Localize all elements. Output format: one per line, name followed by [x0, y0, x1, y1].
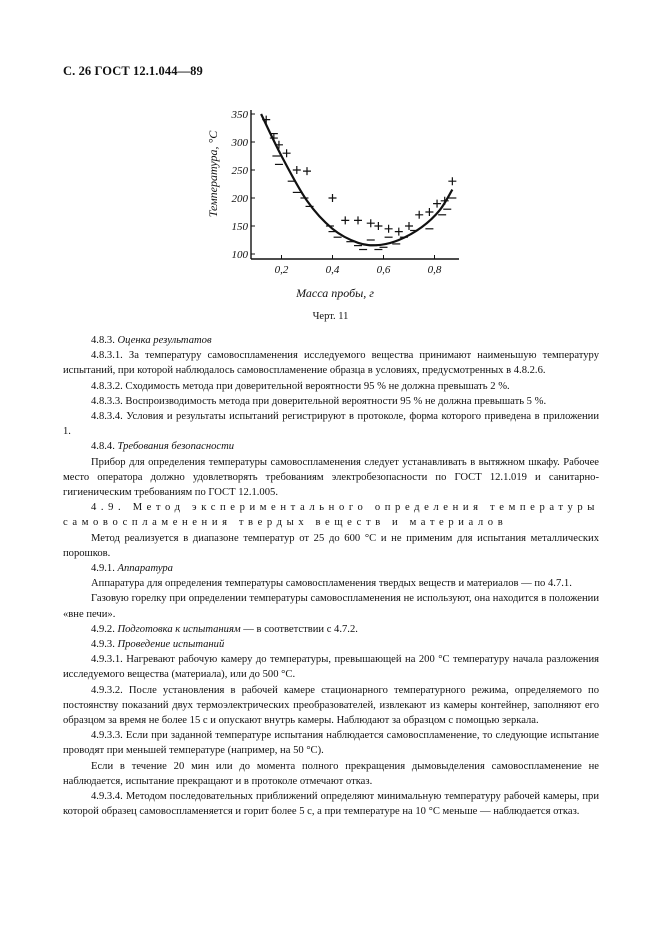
paragraph-text: 4.8.3.4. Условия и результаты испытаний регистрируют в протоколе, форма которого приведена в приложении 1. [63, 411, 599, 438]
x-axis-label: Масса пробы, г [296, 286, 374, 300]
y-tick-label: 350 [231, 109, 248, 121]
y-tick-label: 150 [231, 221, 248, 233]
paragraph-text: — в соответствии с 4.7.2. [240, 623, 358, 635]
plus-marker [405, 222, 413, 230]
paragraph [63, 333, 599, 348]
plus-marker [415, 211, 423, 219]
x-tick-label: 0,4 [325, 264, 340, 276]
paragraph-heading: Аппаратура [117, 563, 173, 575]
paragraph [63, 789, 599, 819]
plus-marker [293, 166, 301, 174]
plus-marker [341, 216, 349, 224]
plus-marker [354, 216, 362, 224]
paragraph-text: Прибор для определения температуры самовоспламенения следует устанавливать в вытяжном шкафу. Рабочее место оператора должно удовлетворять требованиям электробезопасности по ГОСТ 12.1.019 и санитарно-гигиеническим требованиям по ГОСТ 12.1.005. [63, 456, 599, 499]
paragraph-text: 4.8.3.1. За температуру самовоспламенения исследуемого вещества принимают наименьшую температуру испытаний, при которой наблюдалось самовоспламенение образца в условиях, предусмотренных в 4.8.2.6. [63, 350, 599, 377]
paragraph-heading: Проведение испытаний [117, 639, 225, 651]
paragraph [63, 576, 599, 591]
y-tick-label: 100 [231, 249, 248, 261]
y-tick-label: 300 [231, 137, 248, 149]
paragraph [63, 728, 599, 758]
y-tick-label: 250 [231, 165, 248, 177]
paragraph-text: 4.9.3.3. Если при заданной температуре испытания наблюдается самовоспламенение, то следующие испытание проводят при меньшей температуре (например, на 50 °С). [63, 730, 599, 757]
plus-marker [303, 167, 311, 175]
document-body [63, 333, 599, 820]
plus-marker [448, 177, 456, 185]
paragraph-text: 4.9.1. [91, 563, 118, 575]
plus-marker [374, 222, 382, 230]
x-tick-label: 0,6 [376, 264, 391, 276]
plus-marker [329, 194, 337, 202]
paragraph [63, 561, 599, 576]
page-header: С. 26 ГОСТ 12.1.044—89 [63, 64, 203, 78]
paragraph-text: Аппаратура для определения температуры самовоспламенения твердых веществ и материалов — по 4.7.1. [91, 578, 572, 590]
paragraph-heading: Требования безопасности [117, 441, 235, 453]
plus-marker [395, 228, 403, 236]
paragraph-text: 4.8.3. [91, 335, 118, 346]
y-tick-label: 200 [231, 193, 248, 205]
paragraph [63, 683, 599, 729]
x-tick-labels [275, 255, 442, 276]
paragraph [63, 379, 599, 394]
paragraph [63, 455, 599, 501]
paragraph [63, 637, 599, 652]
paragraph-text: 4.9.3.2. После установления в рабочей камере стационарного температурного режима, определяемого по постоянству показаний двух термоэлектрических преобразователей, извлекают из камеры контейнер, заполняют его образцом за время не более 15 с и опускают внутрь камеры. Наблюдают за образцом с помощью зеркала. [63, 684, 599, 727]
paragraph-text: 4.9.3.1. Нагревают рабочую камеру до температуры, превышающей на 200 °С температуру начала разложения исследуемого вещества (материала), или до 500 °С. [63, 654, 599, 681]
plus-marker [433, 200, 441, 208]
paragraph [63, 409, 599, 439]
figure-caption: Черт. 11 [312, 311, 349, 322]
y-axis-label: Температура, °С [206, 130, 220, 218]
x-tick-label: 0,2 [274, 264, 289, 276]
paragraph-text: 4.8.4. [91, 441, 118, 453]
data-markers [262, 116, 456, 250]
paragraph-text: 4.9.2. [91, 623, 118, 635]
plus-marker [425, 208, 433, 216]
paragraph [63, 531, 599, 561]
plus-marker [385, 225, 393, 233]
paragraph [63, 394, 599, 409]
temperature-vs-mass-chart [195, 104, 475, 304]
fit-curve [261, 114, 452, 245]
paragraph-text: 4.9.3. [91, 639, 118, 651]
paragraph-text: 4.8.3.2. Сходимость метода при доверительной вероятности 95 % не должна превышать 2 %. [91, 380, 510, 392]
paragraph-text: 4.8.3.3. Воспроизводимость метода при доверительной вероятности 95 % не должна превышать 5 %. [91, 395, 547, 407]
paragraph-heading: Оценка результатов [117, 335, 212, 346]
paragraph [63, 591, 599, 621]
paragraph [63, 622, 599, 637]
paragraph [63, 500, 599, 530]
paragraph-heading: Подготовка к испытаниям [117, 623, 241, 635]
chart-axes [251, 110, 459, 259]
plus-marker [367, 219, 375, 227]
paragraph-text: Если в течение 20 мин или до момента полного прекращения дымовыделения самовоспламенение не наблюдается, испытание прекращают и в протоколе отмечают отказ. [63, 760, 599, 787]
plus-marker [283, 149, 291, 157]
paragraph-text: Газовую горелку при определении температуры самовоспламенения не используют, она находится в положении «вне печи». [63, 593, 599, 620]
paragraph [63, 439, 599, 454]
paragraph-text: Метод реализуется в диапазоне температур от 25 до 600 °С и не применим для испытания металлических порошков. [63, 532, 599, 559]
x-tick-label: 0,8 [427, 264, 442, 276]
paragraph-text: 4.9. Метод экспериментального определения температуры самовоспламенения твердых веществ и материалов [63, 502, 599, 529]
paragraph-text: 4.9.3.4. Методом последовательных приближений определяют минимальную температуру рабочей камеры, при которой образец самовоспламеняется и горит более 5 с, а при температуре на 10 °С меньше — наблюдается отказ. [63, 791, 599, 818]
paragraph [63, 759, 599, 789]
paragraph [63, 652, 599, 682]
paragraph [63, 348, 599, 378]
